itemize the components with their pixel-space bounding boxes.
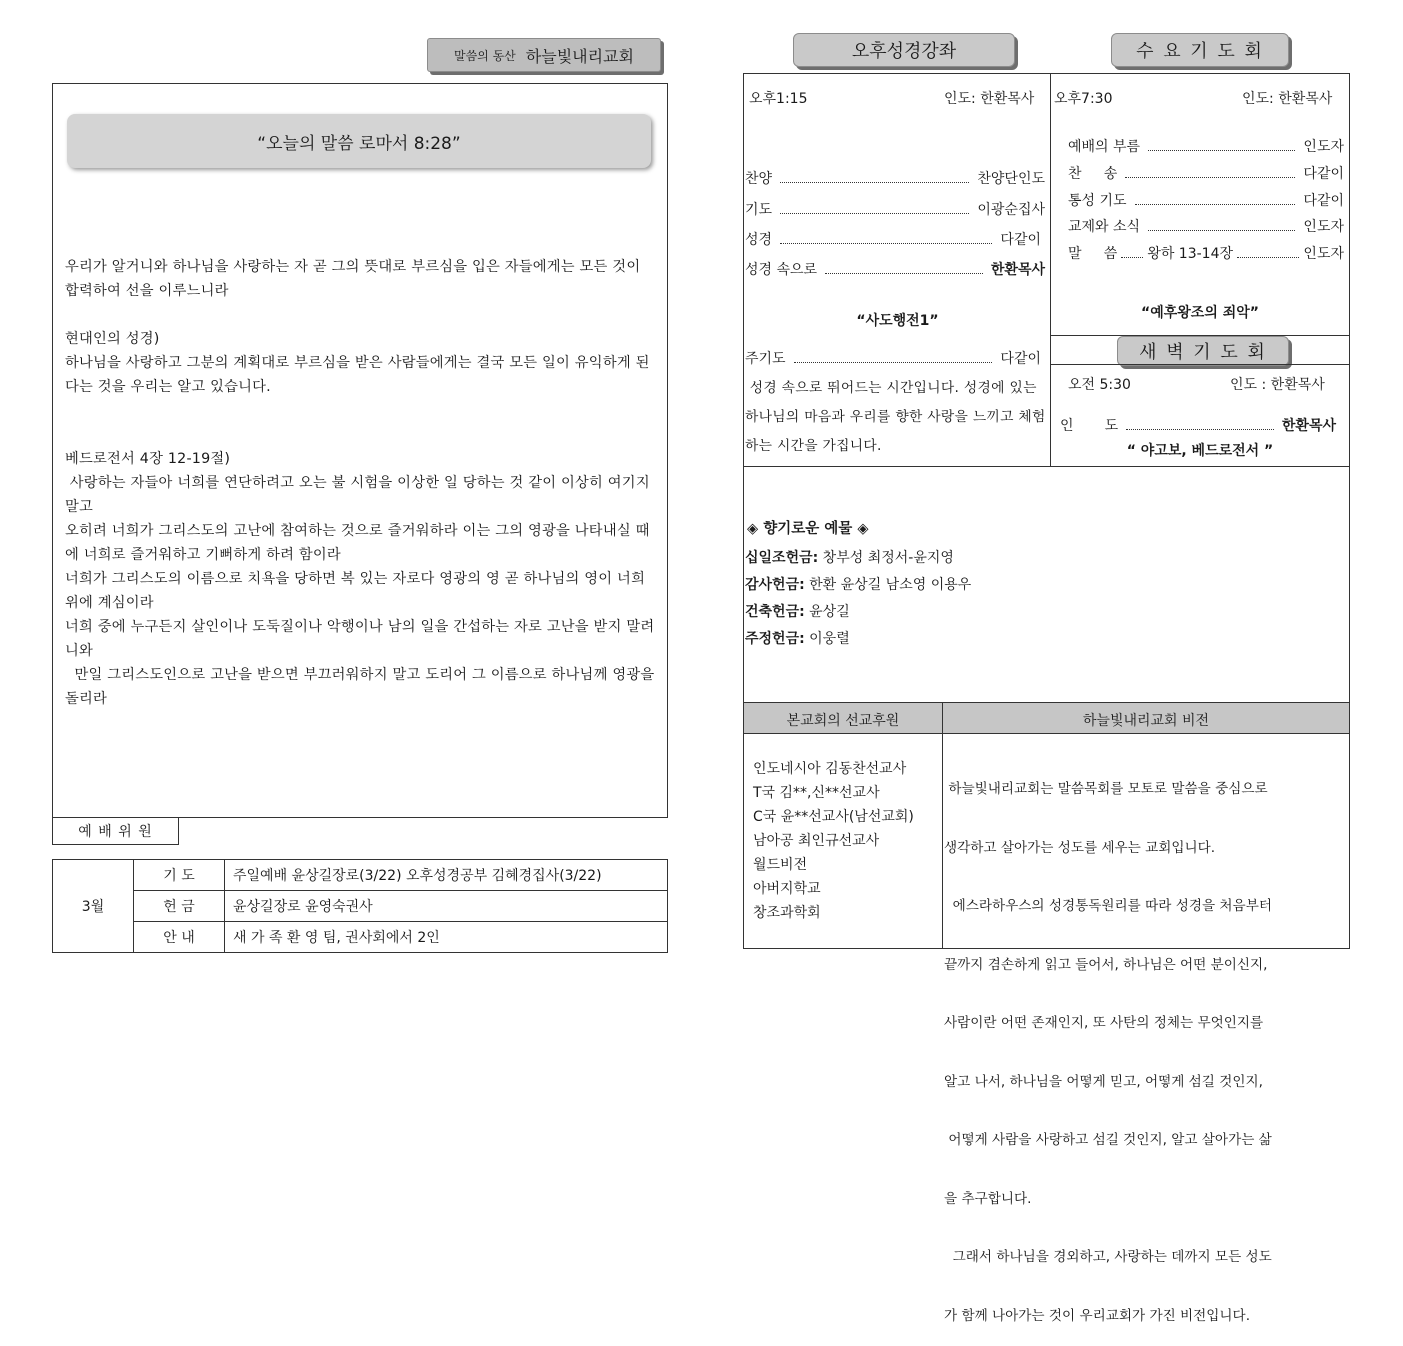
- afternoon-title: “사도행전1”: [856, 313, 939, 329]
- church-banner-small: 말씀의 동산: [454, 48, 516, 63]
- committee-role: 안 내: [134, 922, 225, 953]
- order-item: 찬양 찬양단인도: [745, 171, 1045, 187]
- passage-3: 하나님을 사랑하고 그분의 계획대로 부르심을 받은 사람들에게는 결국 모든 일이 유익하게 된다는 것을 우리는 알고 있습니다.: [65, 355, 650, 395]
- passage-4: 베드로전서 4장 12-19절): [65, 451, 231, 467]
- list-item: T국 김**,신**선교사: [753, 785, 880, 801]
- order-item: 찬 송 다같이: [1068, 166, 1344, 182]
- list-item: 아버지학교: [753, 881, 821, 897]
- list-item: 인도네시아 김동찬선교사: [753, 761, 907, 777]
- list-item: 월드비전: [753, 857, 808, 873]
- passage-2: 현대인의 성경): [65, 331, 160, 347]
- wednesday-header: 수 요 기 도 회: [1111, 33, 1289, 67]
- list-item: C국 윤**선교사(남선교회): [753, 809, 914, 825]
- divider: [942, 702, 943, 949]
- passage-9: 만일 그리스도인으로 고난을 받으면 부끄러워하지 말고 도리어 그 이름으로 하나님께 영광을 돌리라: [65, 667, 660, 707]
- committee-label: 예 배 위 원: [52, 817, 179, 845]
- church-name: 하늘빛내리교회: [525, 46, 634, 66]
- table-row: [53, 922, 668, 953]
- dawn-leader: 인도 : 한환목사: [1230, 377, 1325, 393]
- passage-1: 우리가 알거니와 하나님을 사랑하는 자 곧 그의 뜻대로 부르심을 입은 자들에게는 모든 것이 합력하여 선을 이루느니라: [65, 259, 641, 299]
- order-item: 통성 기도 다같이: [1068, 193, 1344, 209]
- afternoon-time: 오후1:15: [749, 91, 808, 107]
- order-item: 성경 다같이: [745, 232, 1041, 248]
- order-item: 성경 속으로 한환목사: [745, 262, 1045, 278]
- offering-row: 감사헌금: 한환 윤상길 남소영 이용우: [745, 577, 972, 593]
- wednesday-time: 오후7:30: [1054, 91, 1113, 107]
- committee-role: 기 도: [134, 860, 225, 891]
- dawn-title: “ 야고보, 베드로전서 ”: [1126, 443, 1274, 459]
- offering-row: 주정헌금: 이웅렬: [745, 631, 850, 647]
- afternoon-desc: 성경 속으로 뛰어드는 시간입니다. 성경에 있는 하나님의 마음과 우리를 향한 사랑을 느끼고 체험하는 시간을 가집니다.: [745, 380, 1046, 454]
- dawn-header: 새 벽 기 도 회: [1117, 336, 1289, 366]
- sermon-panel: [52, 83, 668, 818]
- passage-7: 너희가 그리스도의 이름으로 치욕을 당하면 복 있는 자로다 영광의 영 곧 하나님의 영이 너희 위에 계심이라: [65, 571, 646, 611]
- offering-row: 건축헌금: 윤상길: [745, 604, 850, 620]
- divider: [1050, 73, 1051, 466]
- vision-header: 하늘빛내리교회 비전: [1082, 713, 1210, 729]
- passage-5: 사랑하는 자들아 너희를 연단하려고 오는 불 시험을 이상한 일 당하는 것 같이 이상히 여기지 말고: [65, 475, 655, 515]
- committee-table: [52, 859, 668, 953]
- church-banner: [427, 38, 661, 72]
- committee-value: 윤상길장로 윤영숙권사: [225, 891, 668, 922]
- afternoon-leader: 인도: 한환목사: [944, 91, 1035, 107]
- vision-text: 하늘빛내리교회는 말씀목회를 모토로 말씀을 중심으로 생각하고 살아가는 성도를 세우는 교회입니다. 에스라하우스의 성경통독원리를 따라 성경을 처음부터 끝까지 겸손하게 읽고 들어서, 하나님은 어떤 분이신지, 사람이란 어떤 존재인지, 또 사탄의 정체는 무엇인지를 알고 나서, 하나님을 어떻게 믿고, 어떻게 섬길 것인지, 어떻게 사람을 사랑하고 섬길 것인지, 알고 살아가는 삶 을 추구합니다. 그래서 하나님을 경외하고, 사랑하는 데까지 모든 성도 가 함께 나아가는 것이 우리교회가 가진 비전입니다.: [944, 781, 1272, 1324]
- verse-title: “오늘의 말씀 로마서 8:28”: [257, 133, 461, 154]
- committee-value: 새 가 족 환 영 팀, 권사회에서 2인: [225, 922, 668, 953]
- committee-value: 주일예배 윤상길장로(3/22) 오후성경공부 김혜경집사(3/22): [225, 860, 668, 891]
- list-item: 남아공 최인규선교사: [753, 833, 880, 849]
- missions-list: [753, 757, 914, 925]
- passage-6: 오히려 너희가 그리스도의 고난에 참여하는 것으로 즐거워하라 이는 그의 영광을 나타내실 때에 너희로 즐거워하고 기뻐하게 하려 함이라: [65, 523, 650, 563]
- order-item: 인 도 한환목사: [1060, 418, 1336, 434]
- wednesday-leader: 인도: 한환목사: [1242, 91, 1333, 107]
- divider: [1050, 364, 1350, 365]
- wednesday-title: “예후왕조의 죄악”: [1141, 305, 1259, 321]
- order-item: 예배의 부름 인도자: [1068, 139, 1344, 155]
- order-item: 기도 이광순집사: [745, 202, 1045, 218]
- offering-title: ◈ 향기로운 예물 ◈: [747, 521, 869, 537]
- verse-title-bar: [67, 114, 651, 168]
- passage-8: 너희 중에 누구든지 살인이나 도둑질이나 악행이나 남의 일을 간섭하는 자로 고난을 받지 말려니와: [65, 619, 655, 659]
- list-item: 창조과학회: [753, 905, 821, 921]
- order-item: 주기도 다같이: [745, 351, 1041, 367]
- offering-row: 십일조헌금: 창부성 최정서-윤지영: [745, 550, 954, 566]
- committee-month: 3월: [53, 860, 134, 953]
- table-row: [53, 891, 668, 922]
- order-item: 말 씀 왕하 13-14장 인도자: [1068, 246, 1344, 262]
- table-row: [53, 860, 668, 891]
- afternoon-header: 오후성경강좌: [793, 33, 1015, 67]
- order-item: 교제와 소식 인도자: [1068, 219, 1344, 235]
- divider: [743, 466, 1350, 467]
- dawn-time: 오전 5:30: [1068, 377, 1131, 393]
- committee-role: 헌 금: [134, 891, 225, 922]
- missions-header: 본교회의 선교후원: [786, 713, 900, 729]
